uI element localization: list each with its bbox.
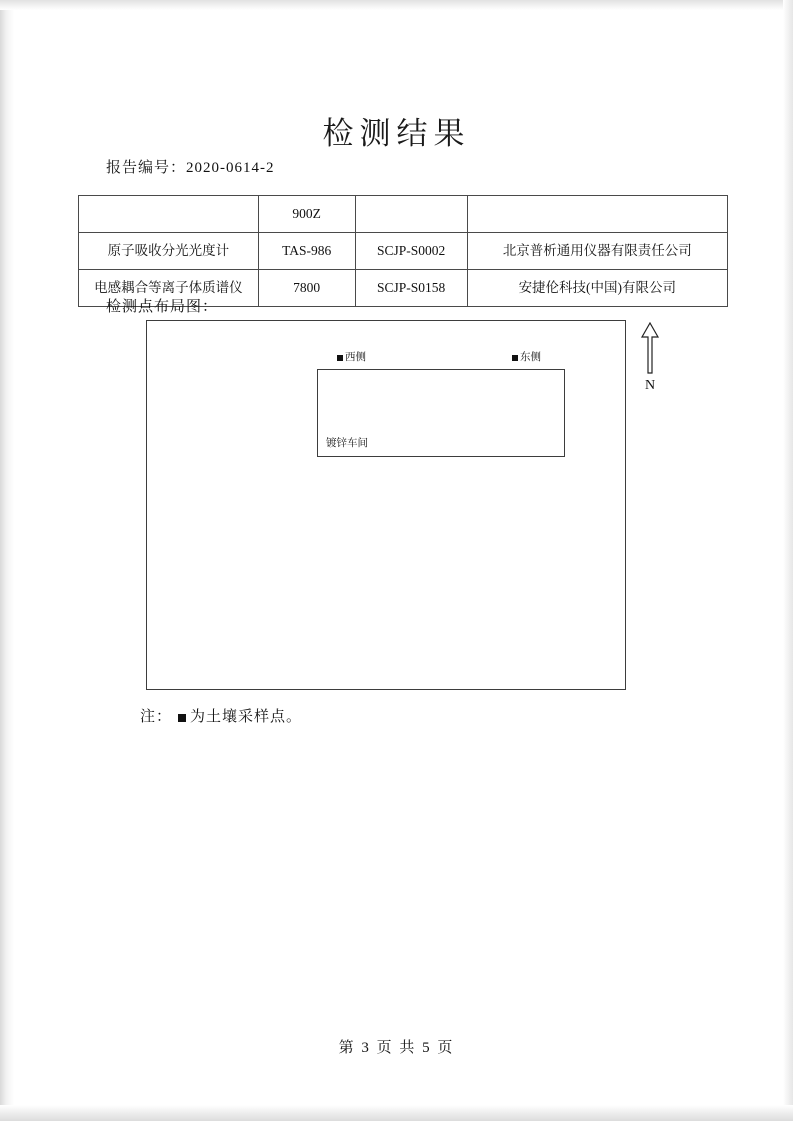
sample-point-marker-icon [178,714,186,722]
sample-point-marker-icon [512,355,518,361]
table-row [79,233,728,270]
sample-point-marker-icon [337,355,343,361]
report-number: 报告编号：2020-0614-2 [106,160,275,176]
layout-section-label: 检测点布局图： [106,299,219,315]
sample-point-label: 东侧 [520,352,541,363]
equipment-maker: 北京普析通用仪器有限责任公司 [467,233,727,270]
sample-point-label: 西侧 [345,352,366,363]
scan-edge-left [0,0,14,1121]
note-prefix: 注： [140,709,173,725]
diagram-note [140,705,302,726]
equipment-name [79,196,259,233]
sample-point-west [337,349,366,364]
equipment-maker [467,196,727,233]
equipment-model: 900Z [258,196,355,233]
sample-point-east [512,349,541,364]
workshop-area [317,369,565,457]
workshop-label: 镀锌车间 [326,438,368,449]
equipment-maker: 安捷伦科技(中国)有限公司 [467,270,727,307]
compass-north-label: N [644,378,656,393]
scan-edge-right [783,0,793,1121]
compass [632,322,668,394]
table-row [79,196,728,233]
equipment-name: 原子吸收分光光度计 [79,233,259,270]
equipment-code: SCJP-S0158 [355,270,467,307]
equipment-name: 电感耦合等离子体质谱仪 [79,270,259,307]
equipment-code: SCJP-S0002 [355,233,467,270]
north-arrow-icon [639,322,661,374]
equipment-model: 7800 [258,270,355,307]
scan-edge-top [0,0,793,10]
scan-edge-bottom [0,1105,793,1121]
equipment-code [355,196,467,233]
equipment-model: TAS-986 [258,233,355,270]
page-footer: 第 3 页 共 5 页 [338,1040,455,1056]
page-title: 检测结果 [322,116,471,152]
note-text: 为土壤采样点。 [190,709,303,725]
site-layout-diagram [146,320,626,690]
equipment-table [78,195,728,307]
